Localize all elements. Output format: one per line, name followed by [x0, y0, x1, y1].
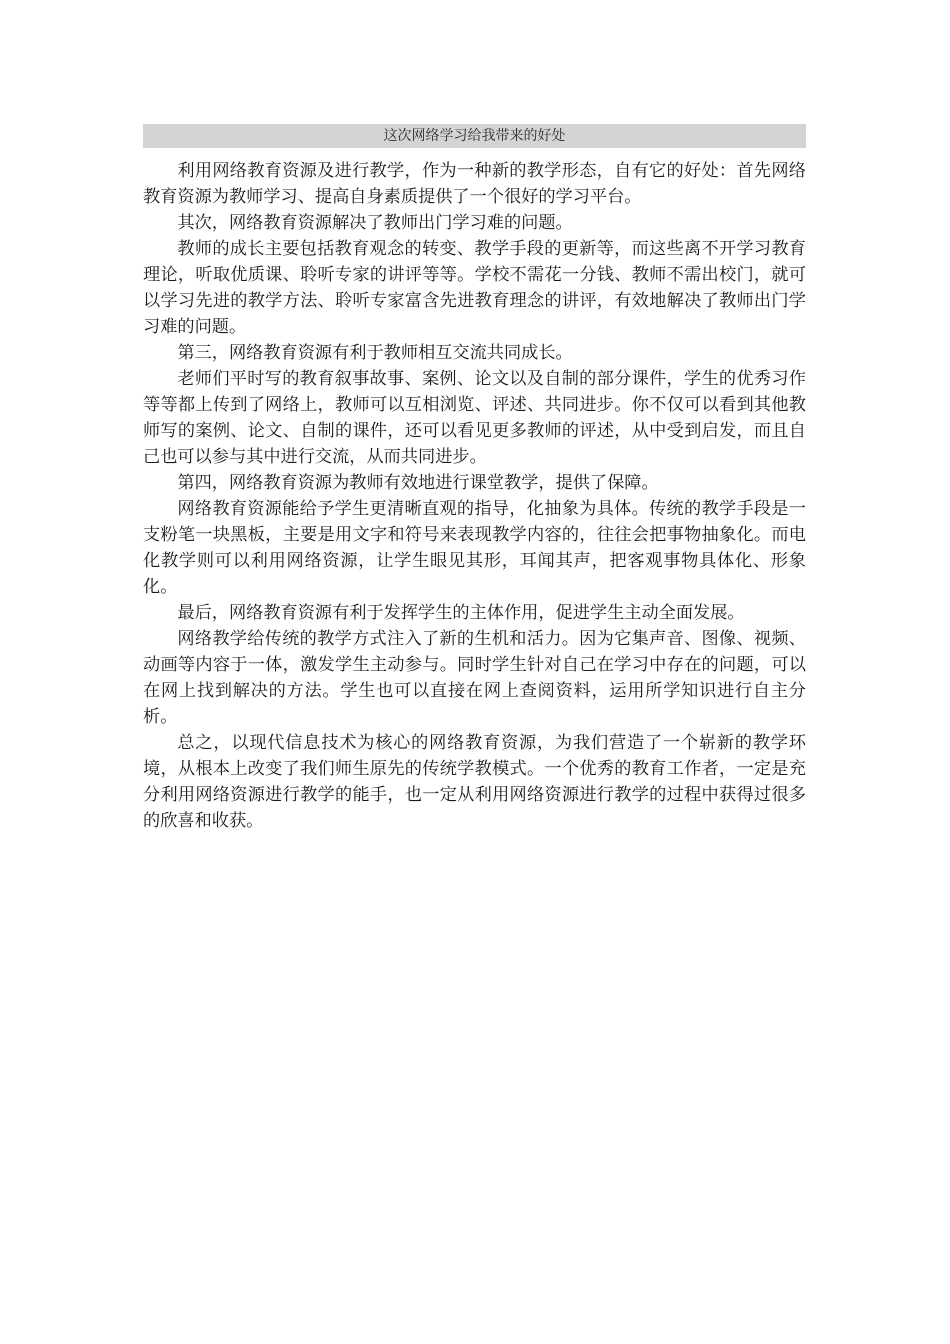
paragraph-6: 第四，网络教育资源为教师有效地进行课堂教学，提供了保障。 — [177, 473, 659, 493]
paragraph-10: 总之，以现代信息技术为核心的网络教育资源，为我们营造了一个崭新的教学环境，从根本上改变了我们师生原先的传统学教模式。一个优秀的教育工作者，一定是充分利用网络资源进行教学的能手，也一定从利用网络资源进行教学的过程中获得过很多的欣喜和收获。 — [143, 733, 806, 831]
paragraph-1: 利用网络教育资源及进行教学，作为一种新的教学形态，自有它的好处：首先网络教育资源为教师学习、提高自身素质提供了一个很好的学习平台。 — [143, 161, 806, 207]
paragraph-8: 最后，网络教育资源有利于发挥学生的主体作用，促进学生主动全面发展。 — [177, 603, 745, 623]
paragraph-4: 第三，网络教育资源有利于教师相互交流共同成长。 — [177, 343, 573, 363]
paragraph-5: 老师们平时写的教育叙事故事、案例、论文以及自制的部分课件，学生的优秀习作等等都上传到了网络上，教师可以互相浏览、评述、共同进步。你不仅可以看到其他教师写的案例、论文、自制的课件，还可以看见更多教师的评述，从中受到启发，而且自己也可以参与其中进行交流，从而共同进步。 — [143, 369, 806, 467]
paragraph-7: 网络教育资源能给予学生更清晰直观的指导，化抽象为具体。传统的教学手段是一支粉笔一块黑板，主要是用文字和符号来表现教学内容的，往往会把事物抽象化。而电化教学则可以利用网络资源，让学生眼见其形，耳闻其声，把客观事物具体化、形象化。 — [143, 499, 806, 597]
document-body — [143, 158, 806, 834]
document-title: 这次网络学习给我带来的好处 — [143, 124, 806, 148]
paragraph-2: 其次，网络教育资源解决了教师出门学习难的问题。 — [177, 213, 573, 233]
document-page — [143, 124, 806, 834]
paragraph-3: 教师的成长主要包括教育观念的转变、教学手段的更新等，而这些离不开学习教育理论，听取优质课、聆听专家的讲评等等。学校不需花一分钱、教师不需出校门，就可以学习先进的教学方法、聆听专家富含先进教育理念的讲评，有效地解决了教师出门学习难的问题。 — [143, 239, 806, 337]
paragraph-9: 网络教学给传统的教学方式注入了新的生机和活力。因为它集声音、图像、视频、动画等内容于一体，激发学生主动参与。同时学生针对自己在学习中存在的问题，可以在网上找到解决的方法。学生也可以直接在网上查阅资料，运用所学知识进行自主分析。 — [143, 629, 806, 727]
